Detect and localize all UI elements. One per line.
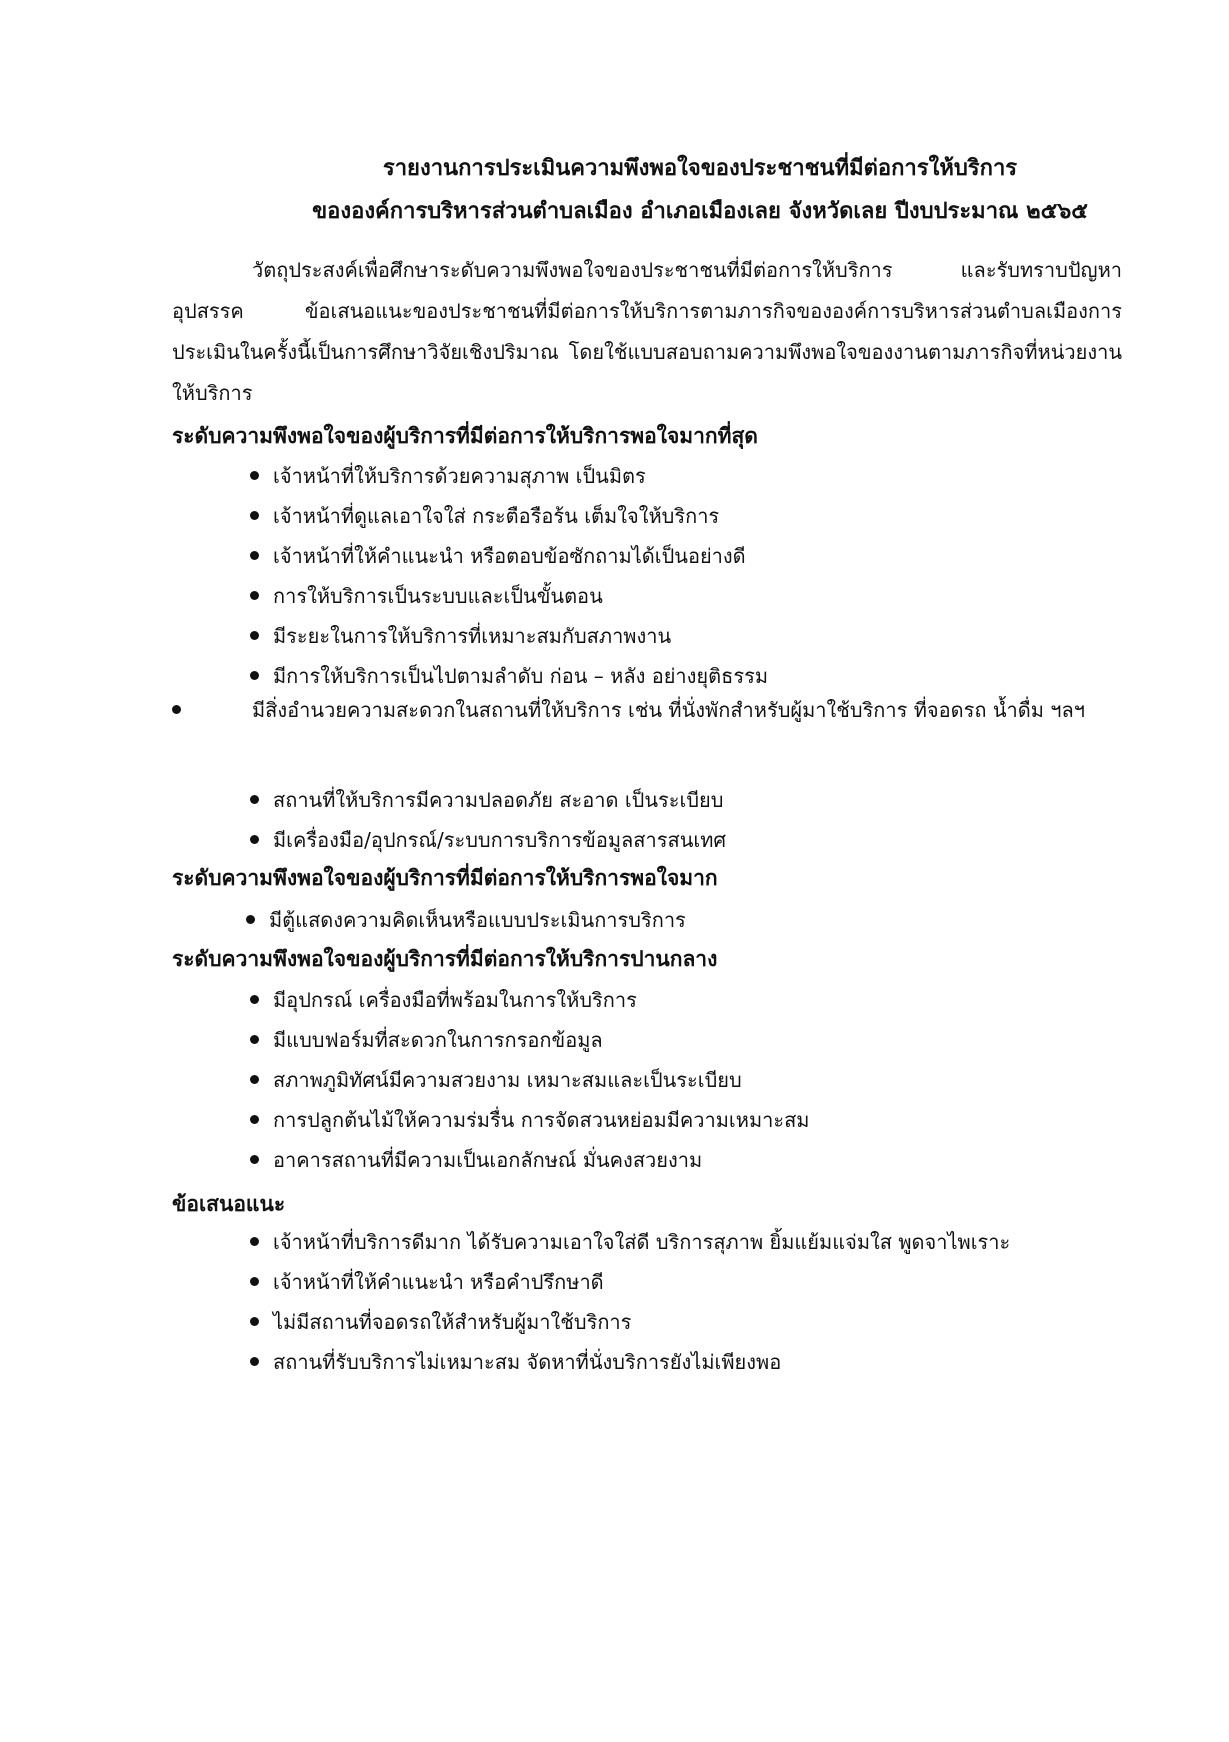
list-item: มีการให้บริการเป็นไปตามลำดับ ก่อน – หลัง อย่างยุติธรรม	[250, 660, 768, 692]
list-item: เจ้าหน้าที่บริการดีมาก ได้รับความเอาใจใส่ดี บริการสุภาพ ยิ้มแย้มแจ่มใส พูดจาไพเราะ	[250, 1226, 1010, 1258]
list-item: อาคารสถานที่มีความเป็นเอกลักษณ์ มั่นคงสวยงาม	[250, 1144, 702, 1176]
bullet-icon	[250, 1237, 259, 1246]
list-item: สถานที่รับบริการไม่เหมาะสม จัดหาที่นั่งบริการยังไม่เพียงพอ	[250, 1346, 781, 1378]
section-heading-much-satisfied: ระดับความพึงพอใจของผู้บริการที่มีต่อการให้บริการพอใจมาก	[172, 866, 718, 890]
list-item: ไม่มีสถานที่จอดรถให้สำหรับผู้มาใช้บริการ	[250, 1306, 631, 1338]
objective-paragraph	[172, 250, 1122, 414]
bullet-icon	[250, 835, 259, 844]
bullet-icon	[250, 511, 259, 520]
bullet-icon	[250, 631, 259, 640]
bullet-icon	[250, 795, 259, 804]
bullet-icon	[246, 915, 255, 924]
list-item: เจ้าหน้าที่ให้คำแนะนำ หรือคำปรึกษาดี	[250, 1266, 604, 1298]
bullet-icon	[250, 1155, 259, 1164]
bullet-icon	[250, 1357, 259, 1366]
bullet-icon	[250, 471, 259, 480]
bullet-icon	[250, 551, 259, 560]
list-item: มีอุปกรณ์ เครื่องมือที่พร้อมในการให้บริการ	[250, 984, 637, 1016]
list-item: เจ้าหน้าที่ดูแลเอาใจใส่ กระตือรือร้น เต็มใจให้บริการ	[250, 500, 719, 532]
list-item: การให้บริการเป็นระบบและเป็นขั้นตอน	[250, 580, 603, 612]
list-item: การปลูกต้นไม้ให้ความร่มรื่น การจัดสวนหย่อมมีความเหมาะสม	[250, 1104, 809, 1136]
bullet-icon	[250, 1277, 259, 1286]
bullet-icon	[250, 1075, 259, 1084]
list-item: มีสิ่งอำนวยความสะดวกในสถานที่ให้บริการ เช่น ที่นั่งพักสำหรับผู้มาใช้บริการ ที่จอดรถ น้ำดื่ม ฯลฯ	[172, 690, 1122, 731]
report-title-line-1: รายงานการประเมินความพึงพอใจของประชาชนที่มีต่อการให้บริการ	[382, 156, 1018, 181]
report-title-line-2: ขององค์การบริหารส่วนตำบลเมือง อำเภอเมืองเลย จังหวัดเลย ปีงบประมาณ ๒๕๖๕	[312, 199, 1088, 224]
list-item: มีระยะในการให้บริการที่เหมาะสมกับสภาพงาน	[250, 620, 671, 652]
bullet-icon	[250, 671, 259, 680]
bullet-icon	[250, 1317, 259, 1326]
list-item: เจ้าหน้าที่ให้คำแนะนำ หรือตอบข้อซักถามได้เป็นอย่างดี	[250, 540, 746, 572]
bullet-icon	[250, 1035, 259, 1044]
section-heading-most-satisfied: ระดับความพึงพอใจของผู้บริการที่มีต่อการให้บริการพอใจมากที่สุด	[172, 424, 758, 448]
objective-text: วัตถุประสงค์เพื่อศึกษาระดับความพึงพอใจของประชาชนที่มีต่อการให้บริการ และรับทราบปัญหา อุปสรรค ข้อเสนอแนะของประชาชนที่มีต่อการให้บริการตามภารกิจขององค์การบริหารส่วนตำบลเมืองการประเมินในครั้งนี้เป็นการศึกษาวิจัยเชิงปริมาณ โดยใช้แบบสอบถามความพึงพอใจของงานตามภารกิจที่หน่วยงานให้บริการ	[172, 258, 1122, 405]
bullet-icon	[250, 995, 259, 1004]
bullet-icon	[250, 1115, 259, 1124]
list-item: เจ้าหน้าที่ให้บริการด้วยความสุภาพ เป็นมิตร	[250, 460, 646, 492]
list-item: มีตู้แสดงความคิดเห็นหรือแบบประเมินการบริการ	[246, 904, 686, 936]
list-item: สภาพภูมิทัศน์มีความสวยงาม เหมาะสมและเป็นระเบียบ	[250, 1064, 742, 1096]
list-item: มีเครื่องมือ/อุปกรณ์/ระบบการบริการข้อมูลสารสนเทศ	[250, 824, 726, 856]
bullet-icon	[250, 591, 259, 600]
bullet-icon	[172, 705, 181, 714]
section-heading-medium: ระดับความพึงพอใจของผู้บริการที่มีต่อการให้บริการปานกลาง	[172, 947, 718, 971]
list-item: มีแบบฟอร์มที่สะดวกในการกรอกข้อมูล	[250, 1024, 603, 1056]
list-item: สถานที่ให้บริการมีความปลอดภัย สะอาด เป็นระเบียบ	[250, 784, 723, 816]
section-heading-suggestions: ข้อเสนอแนะ	[172, 1192, 286, 1216]
